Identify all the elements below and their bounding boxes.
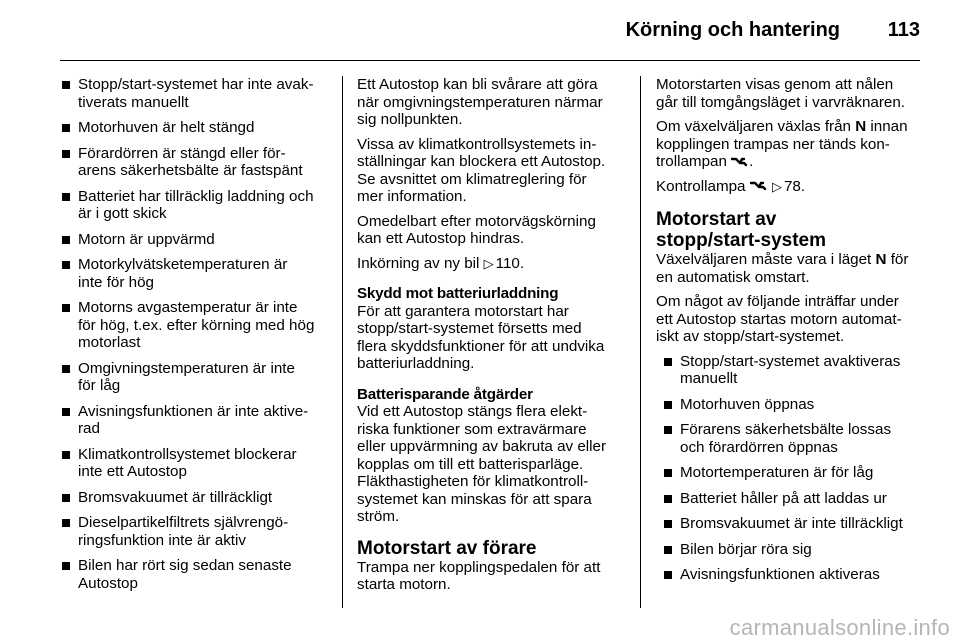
list-item: Avisningsfunktionen aktiveras bbox=[664, 566, 926, 584]
autostop-indicator-icon bbox=[750, 181, 768, 191]
bullet-icon bbox=[62, 494, 70, 502]
bullet-icon bbox=[664, 469, 672, 477]
paragraph: Om växelväljaren växlas från N innan kopplingen trampas ner tänds kon- trollampan . bbox=[656, 118, 908, 170]
bullet-icon bbox=[62, 519, 70, 527]
list-item: Förardörren är stängd eller för- arens säkerhetsbälte är fastspänt bbox=[62, 145, 332, 180]
bullet-icon bbox=[62, 562, 70, 570]
watermark: carmanualsonline.info bbox=[729, 615, 950, 640]
column-divider-1 bbox=[342, 76, 343, 608]
list-item: Förarens säkerhetsbälte lossas och förardörren öppnas bbox=[664, 421, 926, 456]
list-item: Motorhuven öppnas bbox=[664, 396, 926, 414]
autostop-indicator-icon bbox=[731, 157, 749, 167]
paragraph: Ett Autostop kan bli svårare att göra när omgivningstemperaturen närmar sig nollpunkten. bbox=[357, 76, 603, 128]
paragraph: Vid ett Autostop stängs flera elekt- riska funktioner som extravärmare eller uppvärmning av bakruta av eller kopplas om till ett batterisparläge. Fläkthastigheten för klimatkontroll- systemet kan minskas för att spara ström. bbox=[357, 403, 607, 525]
header-divider bbox=[60, 60, 920, 61]
page-reference-icon: ▷ bbox=[771, 178, 782, 194]
paragraph: Omedelbart efter motorvägskörning kan ett Autostop hindras. bbox=[357, 212, 596, 247]
bullet-icon bbox=[62, 365, 70, 373]
section-heading: Motorstart av stopp/start-system bbox=[656, 209, 826, 251]
bullet-icon bbox=[62, 124, 70, 132]
page-reference-icon: ▷ bbox=[483, 255, 494, 271]
list-item: Bromsvakuumet är tillräckligt bbox=[62, 489, 332, 507]
paragraph: Motorstarten visas genom att nålen går till tomgångsläget i varvräknaren. bbox=[656, 76, 906, 111]
bullet-icon bbox=[62, 81, 70, 89]
bullet-icon bbox=[664, 358, 672, 366]
list-item: Motorn är uppvärmd bbox=[62, 231, 332, 249]
column-1 bbox=[62, 76, 332, 600]
list-item: Stopp/start-systemet har inte avak- tiverats manuellt bbox=[62, 76, 332, 111]
cross-reference: Kontrollampa ▷ 78. bbox=[656, 177, 806, 195]
list-item: Motorns avgastemperatur är inte för hög, t.ex. efter körning med hög motorlast bbox=[62, 299, 332, 352]
paragraph: För att garantera motorstart har stopp/start-systemet försetts med flera skyddsfunktioner för att undvika batteriurladdning. bbox=[357, 302, 605, 372]
list-item: Bilen börjar röra sig bbox=[664, 541, 926, 559]
bullet-icon bbox=[664, 495, 672, 503]
list-item: Dieselpartikelfiltrets självrengö- ringsfunktion inte är aktiv bbox=[62, 514, 332, 549]
list-item: Omgivningstemperaturen är inte för låg bbox=[62, 360, 332, 395]
page-title: Körning och hantering bbox=[625, 19, 840, 41]
list-item: Stopp/start-systemet avaktiveras manuellt bbox=[664, 353, 926, 388]
bullet-icon bbox=[664, 520, 672, 528]
list-item: Motorhuven är helt stängd bbox=[62, 119, 332, 137]
bullet-icon bbox=[664, 401, 672, 409]
list-item: Motorkylvätsketemperaturen är inte för hög bbox=[62, 256, 332, 291]
bullet-icon bbox=[62, 150, 70, 158]
list-item: Bilen har rört sig sedan senaste Autostop bbox=[62, 557, 332, 592]
bullet-icon bbox=[62, 236, 70, 244]
column-3 bbox=[656, 76, 926, 592]
paragraph: Trampa ner kopplingspedalen för att starta motorn. bbox=[357, 558, 601, 593]
list-item: Motortemperaturen är för låg bbox=[664, 464, 926, 482]
bullet-icon bbox=[664, 426, 672, 434]
paragraph: Om något av följande inträffar under ett Autostop startas motorn automat- iskt av stopp/start-systemet. bbox=[656, 293, 902, 345]
paragraph: Vissa av klimatkontrollsystemets in- ställningar kan blockera ett Autostop. Se avsnittet om klimatreglering för mer information. bbox=[357, 135, 606, 205]
bullet-icon bbox=[664, 571, 672, 579]
list-item: Batteriet håller på att laddas ur bbox=[664, 490, 926, 508]
column-divider-2 bbox=[640, 76, 641, 608]
list-item: Bromsvakuumet är inte tillräckligt bbox=[664, 515, 926, 533]
section-heading: Motorstart av förare bbox=[357, 537, 537, 559]
bullet-icon bbox=[62, 408, 70, 416]
list-item: Batteriet har tillräcklig laddning och är i gott skick bbox=[62, 188, 332, 223]
bullet-icon bbox=[62, 193, 70, 201]
paragraph: Växelväljaren måste vara i läget N för en automatisk omstart. bbox=[656, 251, 909, 286]
bullet-icon bbox=[62, 261, 70, 269]
section-heading: Skydd mot batteriurladdning bbox=[357, 285, 559, 302]
bullet-icon bbox=[62, 304, 70, 312]
list-item: Klimatkontrollsystemet blockerar inte ett Autostop bbox=[62, 446, 332, 481]
section-heading: Batterisparande åtgärder bbox=[357, 385, 533, 403]
column-2 bbox=[357, 76, 627, 601]
list-item: Avisningsfunktionen är inte aktive- rad bbox=[62, 403, 332, 438]
bullet-icon bbox=[62, 451, 70, 459]
cross-reference: Inkörning av ny bil ▷ 110. bbox=[357, 254, 525, 272]
bullet-icon bbox=[664, 546, 672, 554]
restart-condition-list bbox=[664, 353, 926, 584]
condition-list bbox=[62, 76, 332, 592]
page-number: 113 bbox=[887, 19, 920, 41]
